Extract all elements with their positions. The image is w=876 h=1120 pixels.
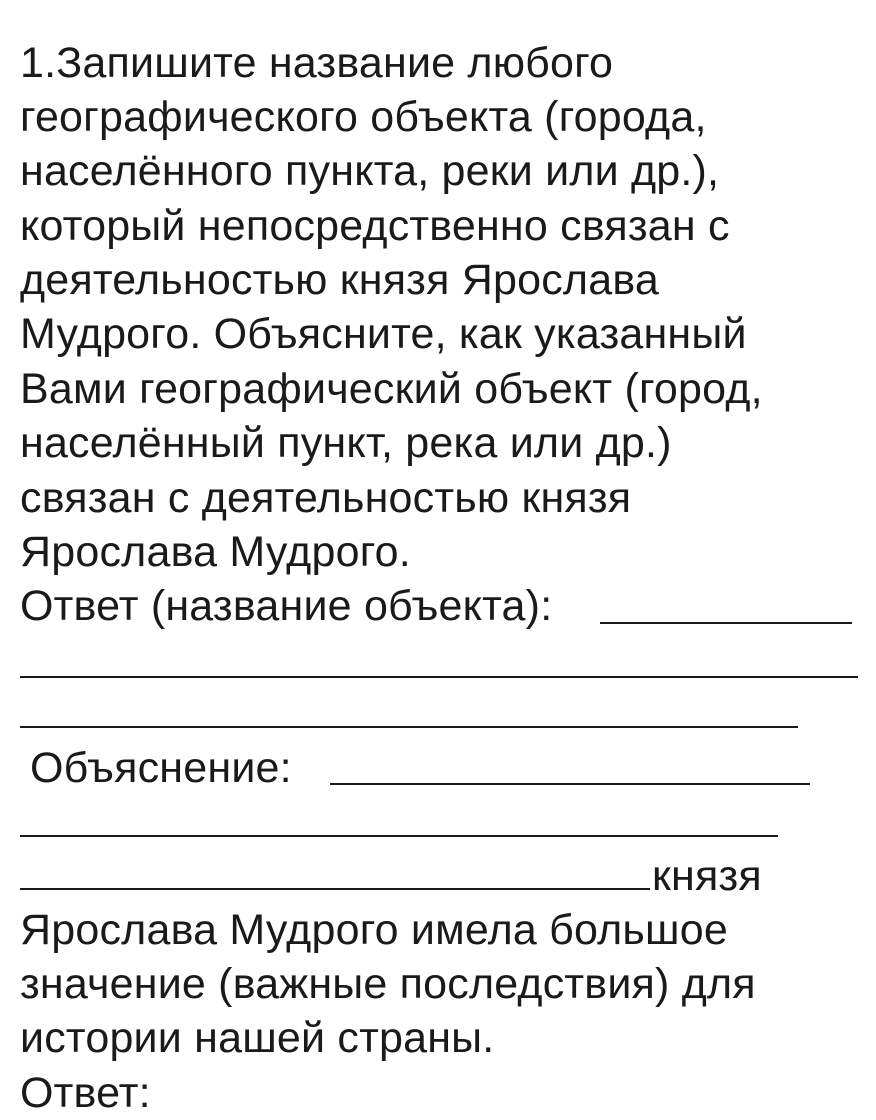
- answer-blank-2[interactable]: [20, 676, 858, 678]
- answer-label: Ответ (название объекта):: [20, 582, 553, 630]
- explanation-blank-3[interactable]: [20, 888, 650, 890]
- statement-line: значение (важные последствия) для: [20, 960, 756, 1008]
- task-text-line: населённый пункт, река или др.): [20, 419, 672, 467]
- task-text-line: Вами географический объект (город,: [20, 365, 763, 413]
- task-text-line: Мудрого. Объясните, как указанный: [20, 310, 747, 358]
- task-text-line: населённого пункта, реки или др.),: [20, 147, 720, 195]
- task-text-line: Ярослава Мудрого.: [20, 528, 411, 576]
- task-text-line: 1.Запишите название любого: [20, 39, 614, 87]
- trailing-word: князя: [652, 852, 762, 900]
- statement-line: Ярослава Мудрого имела большое: [20, 906, 728, 954]
- answer-blank-3[interactable]: [20, 726, 798, 728]
- answer-blank-1[interactable]: [600, 622, 852, 624]
- statement-line: истории нашей страны.: [20, 1014, 495, 1062]
- explanation-blank-2[interactable]: [20, 835, 778, 837]
- task-text-line: географического объекта (города,: [20, 93, 707, 141]
- explanation-label: Объяснение:: [30, 744, 292, 792]
- task-text-line: связан с деятельностью князя: [20, 474, 632, 522]
- explanation-blank-1[interactable]: [330, 783, 810, 785]
- task-text-line: деятельностью князя Ярослава: [20, 256, 659, 304]
- final-answer-label: Ответ:: [20, 1069, 151, 1117]
- task-text-line: который непосредственно связан с: [20, 202, 730, 250]
